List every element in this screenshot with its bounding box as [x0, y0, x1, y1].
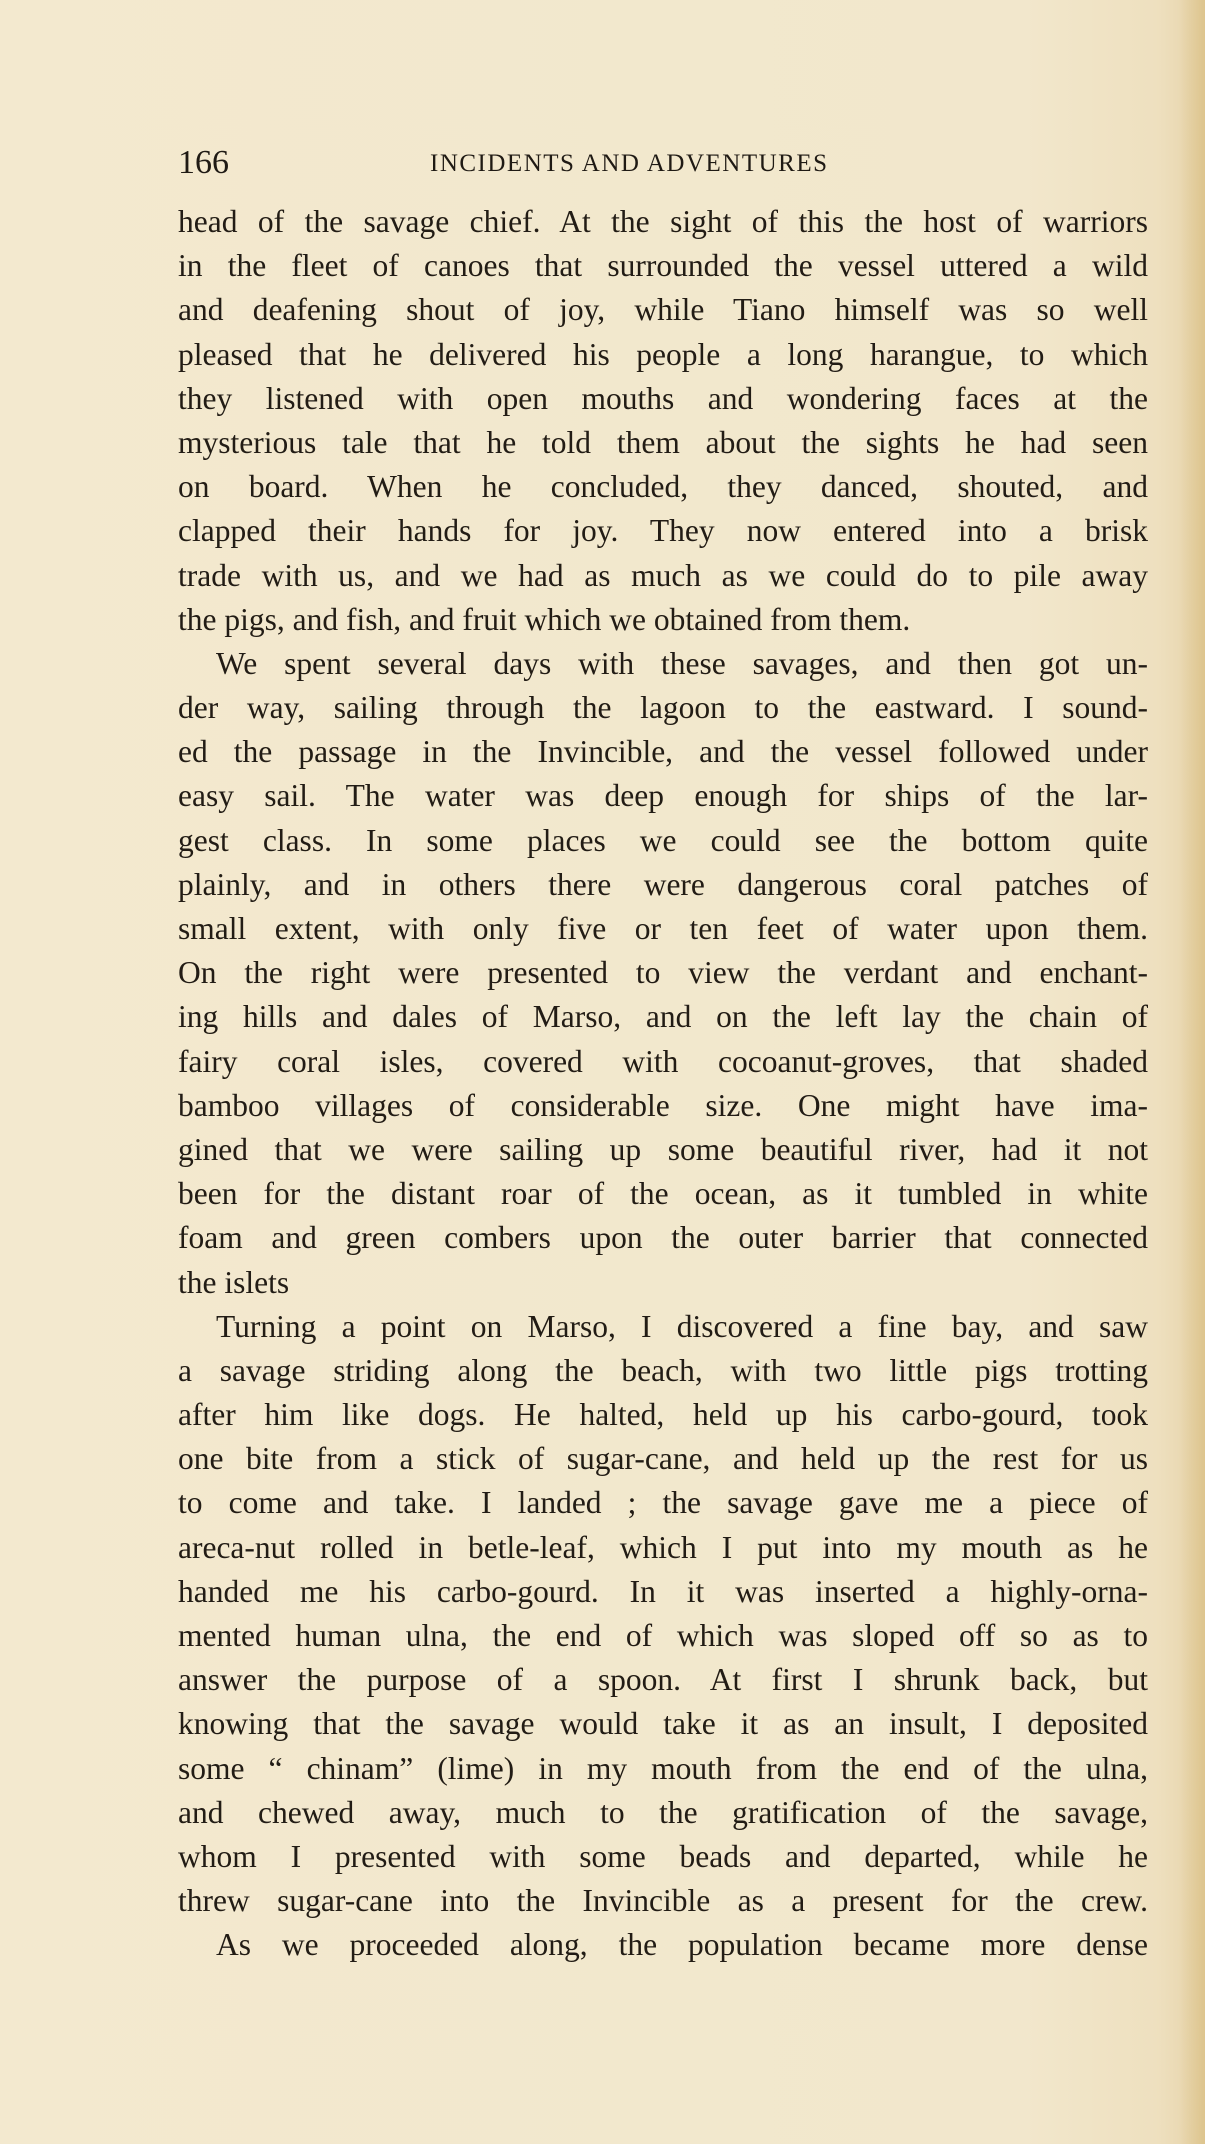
text-line: clapped their hands for joy. They now entered into a brisk: [178, 513, 1148, 549]
text-line: knowing that the savage would take it as an insult, I deposited: [178, 1706, 1148, 1742]
text-line: gest class. In some places we could see the bottom quite: [178, 822, 1148, 858]
text-line: ed the passage in the Invincible, and the vessel followed under: [178, 734, 1148, 770]
text-line: been for the distant roar of the ocean, as it tumbled in white: [178, 1176, 1148, 1212]
text-line: small extent, with only five or ten feet of water upon them.: [178, 911, 1148, 946]
running-head: INCIDENTS AND ADVENTURES: [430, 150, 829, 177]
text-line: they listened with open mouths and wondering faces at the: [178, 380, 1148, 416]
text-line: der way, sailing through the lagoon to the eastward. I sound-: [178, 690, 1148, 726]
text-line: and chewed away, much to the gratification of the savage,: [178, 1794, 1148, 1830]
text-line: Turning a point on Marso, I discovered a fine bay, and saw: [216, 1308, 1148, 1344]
text-line: ing hills and dales of Marso, and on the left lay the chain of: [178, 999, 1148, 1035]
text-line: mented human ulna, the end of which was sloped off so as to: [178, 1618, 1148, 1653]
text-line: answer the purpose of a spoon. At first I shrunk back, but: [178, 1662, 1148, 1698]
page-header: [178, 140, 918, 186]
text-line: a savage striding along the beach, with two little pigs trotting: [178, 1352, 1148, 1388]
text-line: We spent several days with these savages, and then got un-: [216, 645, 1148, 681]
text-line: foam and green combers upon the outer barrier that connected: [178, 1220, 1148, 1256]
text-line: the pigs, and fish, and fruit which we obtained from them.: [178, 601, 911, 637]
text-line: one bite from a stick of sugar-cane, and held up the rest for us: [178, 1441, 1148, 1477]
text-line: fairy coral isles, covered with cocoanut-groves, that shaded: [178, 1043, 1148, 1079]
text-line: whom I presented with some beads and departed, while he: [178, 1838, 1148, 1874]
text-line: handed me his carbo-gourd. In it was inserted a highly-orna-: [178, 1573, 1148, 1609]
page-number: 166: [178, 144, 229, 181]
text-line: trade with us, and we had as much as we could do to pile away: [178, 557, 1148, 593]
text-line: after him like dogs. He halted, held up his carbo-gourd, took: [178, 1397, 1148, 1433]
text-line: on board. When he concluded, they danced, shouted, and: [178, 469, 1148, 505]
text-line: to come and take. I landed ; the savage gave me a piece of: [178, 1485, 1148, 1521]
text-line: bamboo villages of considerable size. One might have ima-: [178, 1087, 1148, 1123]
text-line: mysterious tale that he told them about the sights he had seen: [178, 424, 1148, 460]
text-line: gined that we were sailing up some beautiful river, had it not: [178, 1131, 1148, 1167]
text-line: As we proceeded along, the population became more dense: [216, 1927, 1148, 1963]
text-line: some “ chinam” (lime) in my mouth from the end of the ulna,: [178, 1750, 1148, 1786]
text-line: pleased that he delivered his people a long harangue, to which: [178, 336, 1148, 372]
text-line: threw sugar-cane into the Invincible as a present for the crew.: [178, 1883, 1148, 1919]
text-line: areca-nut rolled in betle-leaf, which I put into my mouth as he: [178, 1529, 1148, 1565]
text-line: the islets: [178, 1264, 290, 1300]
page-edge-shadow: [1179, 0, 1205, 2144]
body-text: [178, 200, 1148, 1968]
text-line: plainly, and in others there were dangerous coral patches of: [178, 866, 1148, 902]
text-line: head of the savage chief. At the sight of this the host of warriors: [178, 204, 1148, 239]
text-line: easy sail. The water was deep enough for ships of the lar-: [178, 778, 1148, 814]
text-line: in the fleet of canoes that surrounded the vessel uttered a wild: [178, 248, 1148, 284]
text-line: On the right were presented to view the verdant and enchant-: [178, 955, 1148, 991]
text-line: and deafening shout of joy, while Tiano himself was so well: [178, 292, 1148, 328]
